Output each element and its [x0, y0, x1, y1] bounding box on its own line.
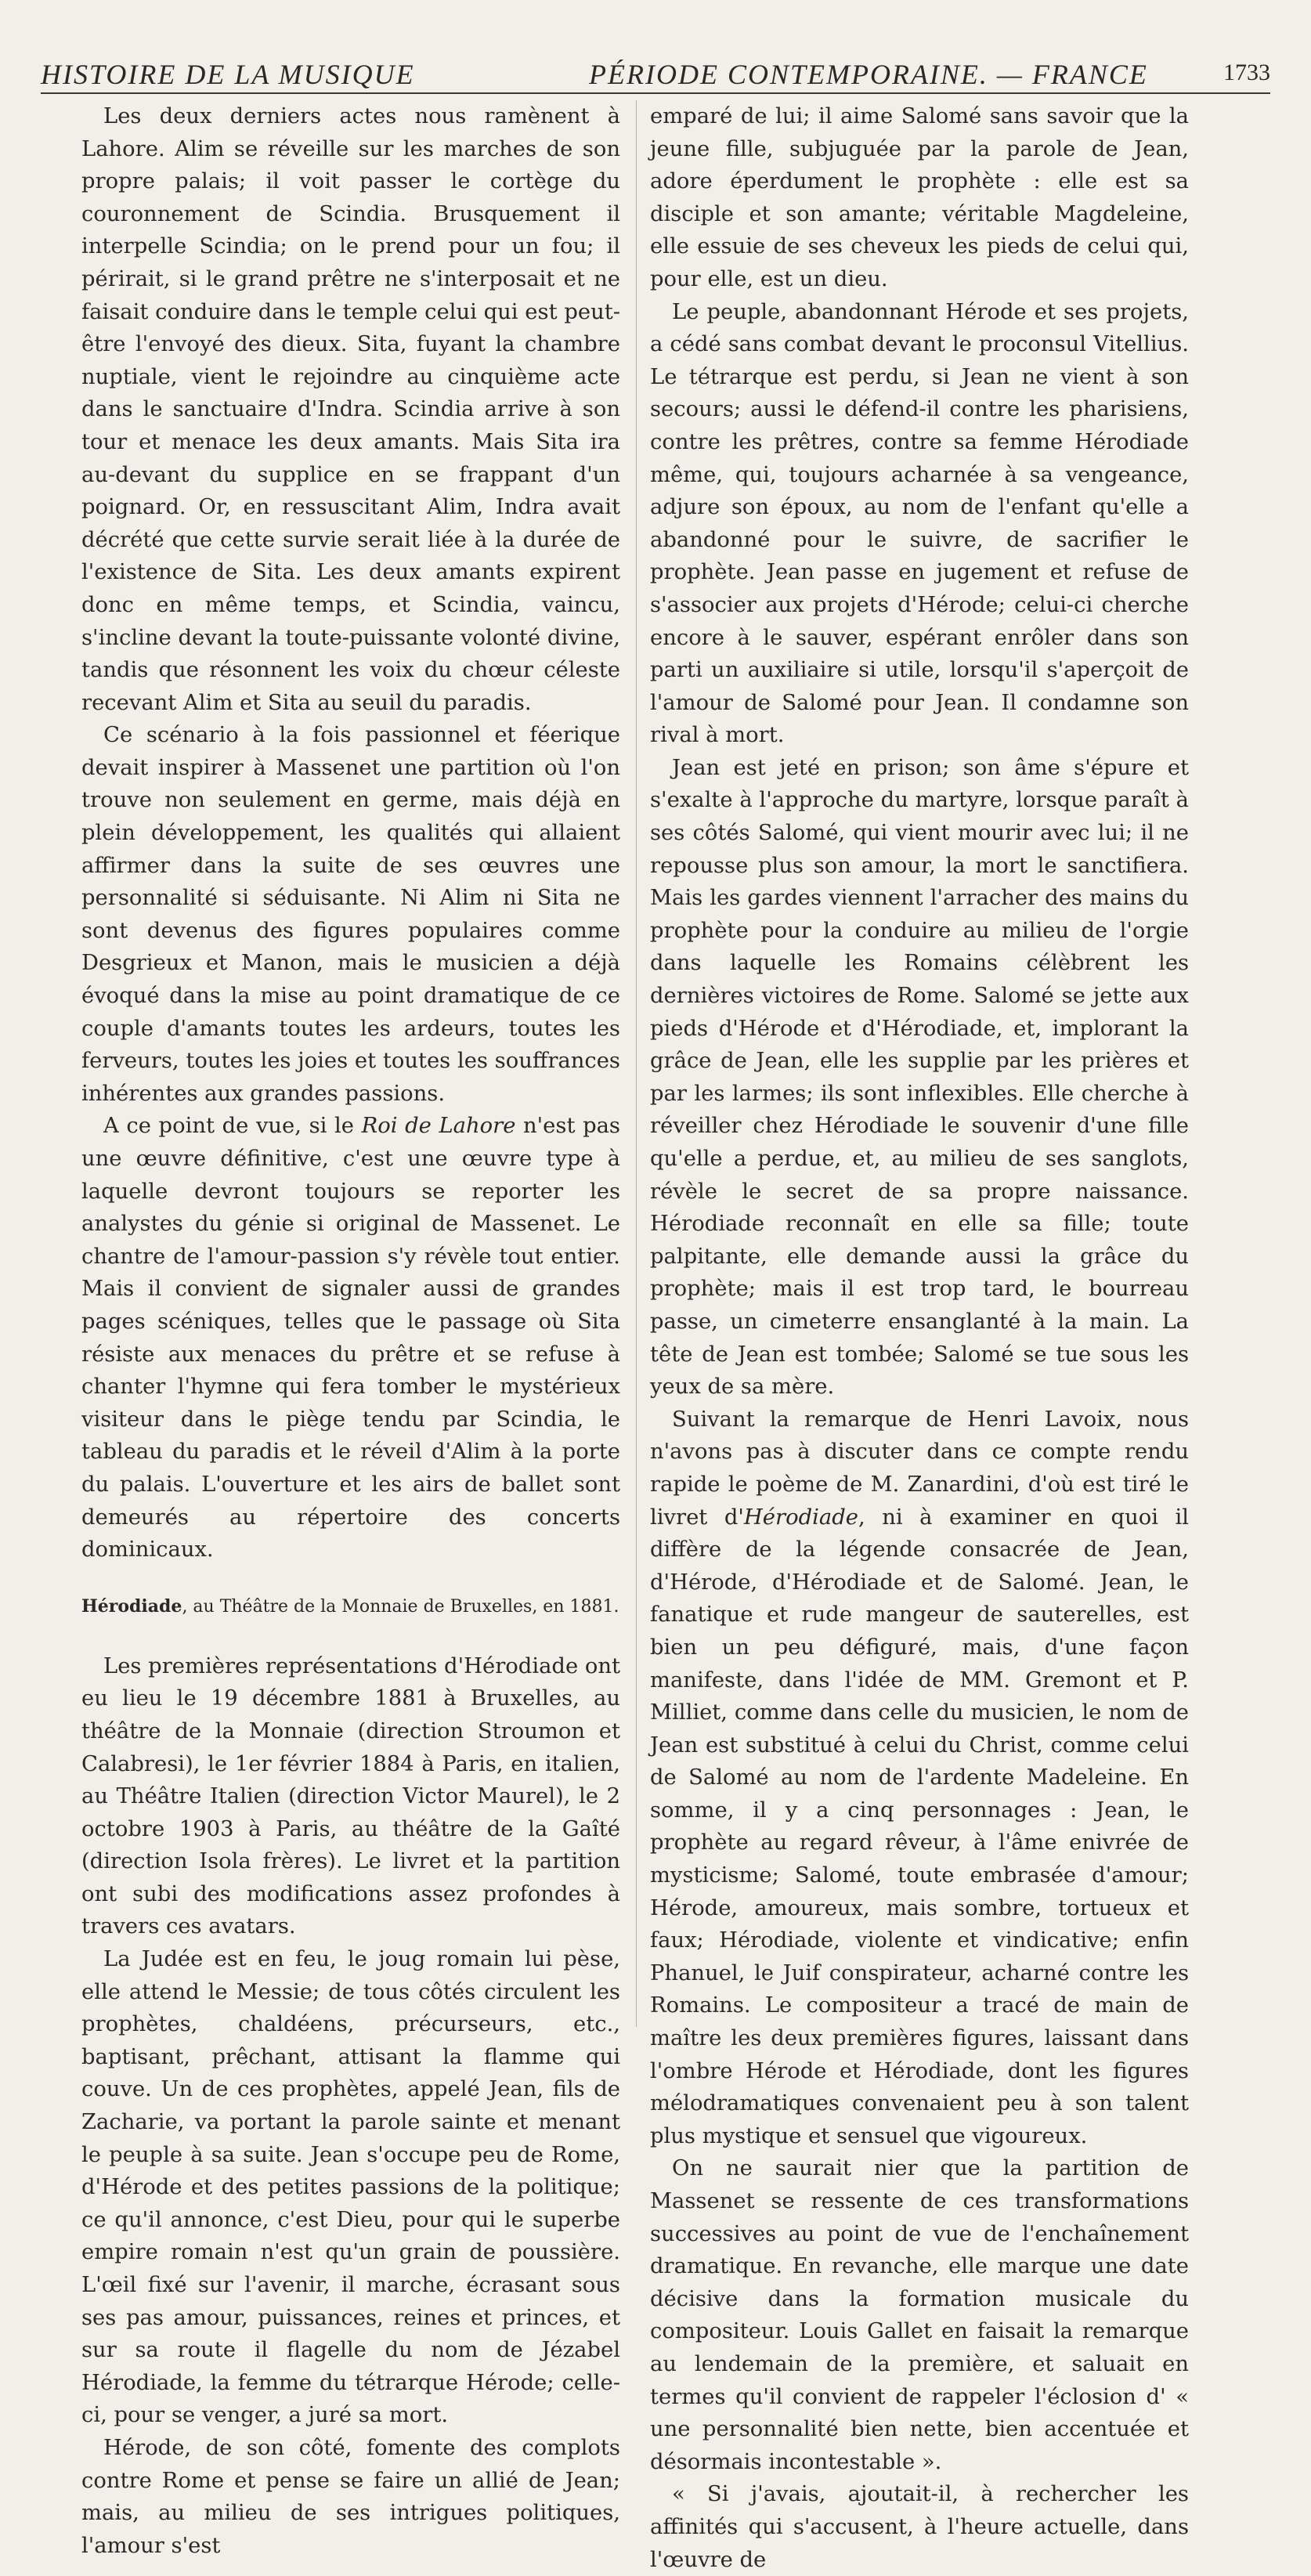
paragraph: Ce scénario à la fois passionnel et féerique devait inspirer à Massenet une partition où l'on trouve non seulement en germe, mais déjà en plein développement, les qualités qui allaient affirmer dans la suite de ses œuvres une personnalité si séduisante. Ni Alim ni Sita ne sont devenus des figures populaires comme Desgrieux et Manon, mais le musicien a déjà évoqué dans la mise au point dramatique de ce couple d'amants toutes les ardeurs, toutes les ferveurs, toutes les joies et toutes les souffrances inhérentes aux grandes passions. — [81, 723, 620, 1106]
paragraph: On ne saurait nier que la partition de Massenet se ressente de ces transformations successives au point de vue de l'enchaînement dramatique. En revanche, elle marque une date décisive dans la formation musicale du compositeur. Louis Gallet en faisait la remarque au lendemain de la première, et saluait en termes qu'il convient de rappeler l'éclosion d' « une personnalité bien nette, bien accentuée et désormais incontestable ». — [650, 2156, 1189, 2474]
section-caption — [81, 1595, 620, 1619]
work-title: Roi de Lahore — [361, 1114, 516, 1139]
text-run: A ce point de vue, si le — [103, 1114, 362, 1139]
page-number: 1733 — [1223, 60, 1270, 85]
header-section-title: PÉRIODE CONTEMPORAINE. — FRANCE — [589, 59, 1148, 90]
paragraph: Les deux derniers actes nous ramènent à Lahore. Alim se réveille sur les marches de son propre palais; il voit passer le cortège du couronnement de Scindia. Brusquement il interpelle Scindia; on le prend pour un fou; il périrait, si le grand prêtre ne s'interposait et ne faisait conduire dans le temple celui qui est peut-être l'envoyé des dieux. Sita, fuyant la chambre nuptiale, vient le rejoindre au cinquième acte dans le sanctuaire d'Indra. Scindia arrive à son tour et menace les deux amants. Mais Sita ira au-devant du supplice en se frappant d'un poignard. Or, en ressuscitant Alim, Indra avait décrété que cette survie serait liée à la durée de l'existence de Sita. Les deux amants expirent donc en même temps, et Scindia, vaincu, s'incline devant la toute-puissante volonté divine, tandis que résonnent les voix du chœur céleste recevant Alim et Sita au seuil du paradis. — [81, 104, 620, 715]
text-run: Suivant la remarque de Henri Lavoix, nous n'avons pas à discuter dans ce compte rendu rapide le poème de M. Zanardini, d'où est tiré le livret d' — [650, 1407, 1189, 1530]
text-run: , ni à examiner en quoi il diffère de la légende consacrée de Jean, d'Hérode, d'Hérodiade et de Salomé. Jean, le fanatique et rude mangeur de sauterelles, est bien un peu défiguré, mais, d'une façon manifeste, dans l'idée de MM. Gremont et P. Milliet, comme dans celle du musicien, le nom de Jean est substitué à celui du Christ, comme celui de Salomé au nom de l'ardente Madeleine. En somme, il y a cinq personnages : Jean, le prophète au regard rêveur, à l'âme enivrée de mysticisme; Salomé, toute embrasée d'amour; Hérode, amoureux, mais sombre, tortueux et faux; Hérodiade, violente et vindicative; enfin Phanuel, le Juif conspirateur, acharné contre les Romains. Le compositeur a tracé de main de maître les deux premières figures, laissant dans l'ombre Hérode et Hérodiade, dont les figures mélodramatiques convenaient peu à son talent plus mystique et sensuel que vigoureux. — [650, 1505, 1190, 2148]
paragraph: Les premières représentations d'Hérodiade ont eu lieu le 19 décembre 1881 à Bruxelles, au théâtre de la Monnaie (direction Stroumon et Calabresi), le 1er février 1884 à Paris, en italien, au Théâtre Italien (direction Victor Maurel), le 2 octobre 1903 à Paris, au théâtre de la Gaîté (direction Isola frères). Le livret et la partition ont subi des modifications assez profondes à travers ces avatars. — [81, 1653, 621, 1939]
right-column — [650, 100, 1189, 2576]
caption-title: Hérodiade — [81, 1595, 182, 1617]
paragraph — [81, 1110, 620, 1566]
paragraph — [650, 1404, 1189, 2153]
paragraph: Le peuple, abandonnant Hérode et ses projets, a cédé sans combat devant le proconsul Vitellius. Le tétrarque est perdu, si Jean ne vient à son secours; aussi le défend-il contre les pharisiens, contre les prêtres, contre sa femme Hérodiade même, qui, toujours acharnée à sa vengeance, adjure son époux, au nom de l'enfant qu'elle a abandonné pour le suivre, de sacrifier le prophète. Jean passe en jugement et refuse de s'associer aux projets d'Hérode; celui-ci cherche encore à le sauver, espérant enrôler dans son parti un auxiliaire si utile, lorsqu'il s'aperçoit de l'amour de Salomé pour Jean. Il condamne son rival à mort. — [650, 299, 1189, 748]
caption-text: , au Théâtre de la Monnaie de Bruxelles, en 1881. — [182, 1596, 619, 1617]
work-title: Hérodiade — [743, 1505, 858, 1530]
paragraph: La Judée est en feu, le joug romain lui pèse, elle attend le Messie; de tous côtés circulent les prophètes, chaldéens, précurseurs, etc., baptisant, prêchant, attisant la flamme qui couve. Un de ces prophètes, appelé Jean, fils de Zacharie, va portant la parole sainte et menant le peuple à sa suite. Jean s'occupe peu de Rome, d'Hérode et des petites passions de la politique; ce qu'il annonce, c'est Dieu, pour qui le superbe empire romain n'est qu'un grain de poussière. L'œil fixé sur l'avenir, il marche, écrasant sous ses pas amour, puissances, reines et princes, et sur sa route il flagelle du nom de Jézabel Hérodiade, la femme du tétrarque Hérode; celle-ci, pour se venger, a juré sa mort. — [81, 1947, 620, 2428]
left-column — [81, 100, 620, 2562]
column-divider — [636, 100, 637, 2027]
paragraph: Jean est jeté en prison; son âme s'épure et s'exalte à l'approche du martyre, lorsque paraît à ses côtés Salomé, qui vient mourir avec lui; il ne repousse plus son amour, la mort le sanctifiera. Mais les gardes viennent l'arracher des mains du prophète pour la conduire au milieu de l'orgie dans laquelle les Romains célèbrent les dernières victoires de Rome. Salomé se jette aux pieds d'Hérode et d'Hérodiade, et, implorant la grâce de Jean, elle les supplie par les prières et par les larmes; ils sont inflexibles. Elle cherche à réveiller chez Hérodiade le souvenir d'une fille qu'elle a perdue, et, au milieu de ses sanglots, révèle le secret de sa propre naissance. Hérodiade reconnaît en elle sa fille; toute palpitante, elle demande aussi la grâce du prophète; mais il est trop tard, le bourreau passe, un cimeterre ensanglanté à la main. La tête de Jean est tombée; Salomé se tue sous les yeux de sa mère. — [650, 755, 1189, 1400]
paragraph: « Si j'avais, ajoutait-il, à rechercher les affinités qui s'accusent, à l'heure actuelle, dans l'œuvre de — [650, 2482, 1189, 2572]
running-header — [41, 58, 1270, 94]
text-run: n'est pas une œuvre définitive, c'est une œuvre type à laquelle devront toujours se reporter les analystes du génie si original de Massenet. Le chantre de l'amour-passion s'y révèle tout entier. Mais il convient de signaler aussi de grandes pages scéniques, telles que le passage où Sita résiste aux menaces du prêtre et se refuse à chanter l'hymne qui fera tomber le mystérieux visiteur dans le piège tendu par Scindia, le tableau du paradis et le réveil d'Alim à la porte du palais. L'ouverture et les airs de ballet sont demeurés au répertoire des concerts dominicaux. — [81, 1114, 620, 1563]
paragraph: Hérode, de son côté, fomente des complots contre Rome et pense se faire un allié de Jean; mais, au milieu de ses intrigues politiques, l'amour s'est — [81, 2435, 620, 2558]
header-book-title: HISTOIRE DE LA MUSIQUE — [41, 59, 415, 90]
paragraph: emparé de lui; il aime Salomé sans savoir que la jeune fille, subjuguée par la parole de Jean, adore éperdument le prophète : elle est sa disciple et son amante; véritable Magdeleine, elle essuie de ses cheveux les pieds de celui qui, pour elle, est un dieu. — [650, 104, 1189, 291]
